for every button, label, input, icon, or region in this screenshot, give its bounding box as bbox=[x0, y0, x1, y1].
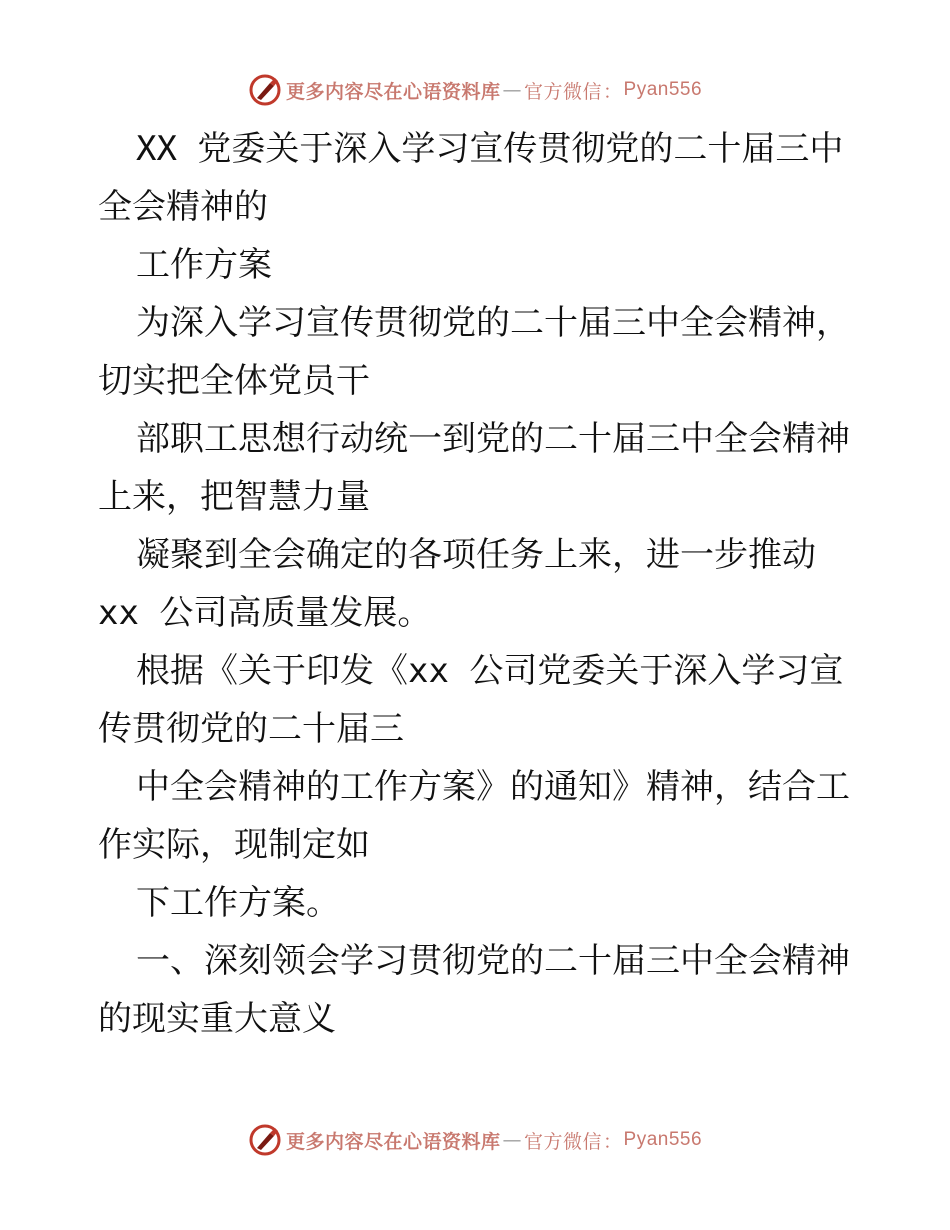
text-line: 切实把全体党员干 bbox=[98, 361, 370, 401]
document-body bbox=[98, 120, 858, 1048]
text-line: 凝聚到全会确定的各项任务上来，进一步推动 bbox=[136, 535, 816, 575]
text-line: 工作方案 bbox=[136, 245, 272, 285]
text-line: 一、深刻领会学习贯彻党的二十届三中全会精神 bbox=[136, 941, 850, 981]
text-line: 部职工思想行动统一到党的二十届三中全会精神 bbox=[136, 419, 850, 459]
text-line: xx 公司高质量发展。 bbox=[98, 593, 432, 633]
watermark-dash: — bbox=[502, 79, 522, 101]
footer-watermark bbox=[0, 1120, 950, 1160]
text-line: 中全会精神的工作方案》的通知》精神，结合工 bbox=[136, 767, 850, 807]
text-line: 全会精神的 bbox=[98, 187, 268, 227]
brush-pen-logo-icon bbox=[248, 73, 282, 107]
watermark-label: 官方微信 bbox=[523, 80, 602, 103]
text-line: 根据《关于印发《xx 公司党委关于深入学习宣 bbox=[136, 651, 844, 691]
text-line: 下工作方案。 bbox=[136, 883, 340, 923]
watermark-site-name: 更多内容尽在心语资料库 bbox=[285, 80, 501, 103]
brush-pen-logo-icon bbox=[248, 1123, 282, 1157]
watermark-site-name: 更多内容尽在心语资料库 bbox=[285, 1130, 501, 1153]
text-line: 上来，把智慧力量 bbox=[98, 477, 370, 517]
text-line: XX 党委关于深入学习宣传贯彻党的二十届三中 bbox=[136, 129, 844, 169]
header-watermark bbox=[0, 70, 950, 110]
watermark-separator: ： bbox=[603, 1130, 623, 1153]
watermark-account: Pyan556 bbox=[623, 1129, 703, 1150]
text-line: 作实际，现制定如 bbox=[98, 825, 370, 865]
watermark-label: 官方微信 bbox=[523, 1130, 602, 1153]
text-line: 为深入学习宣传贯彻党的二十届三中全会精神， bbox=[136, 303, 850, 343]
watermark-separator: ： bbox=[603, 80, 623, 103]
text-line: 传贯彻党的二十届三 bbox=[98, 709, 404, 749]
watermark-dash: — bbox=[502, 1129, 522, 1151]
watermark-account: Pyan556 bbox=[623, 79, 703, 100]
text-line: 的现实重大意义 bbox=[98, 999, 336, 1039]
